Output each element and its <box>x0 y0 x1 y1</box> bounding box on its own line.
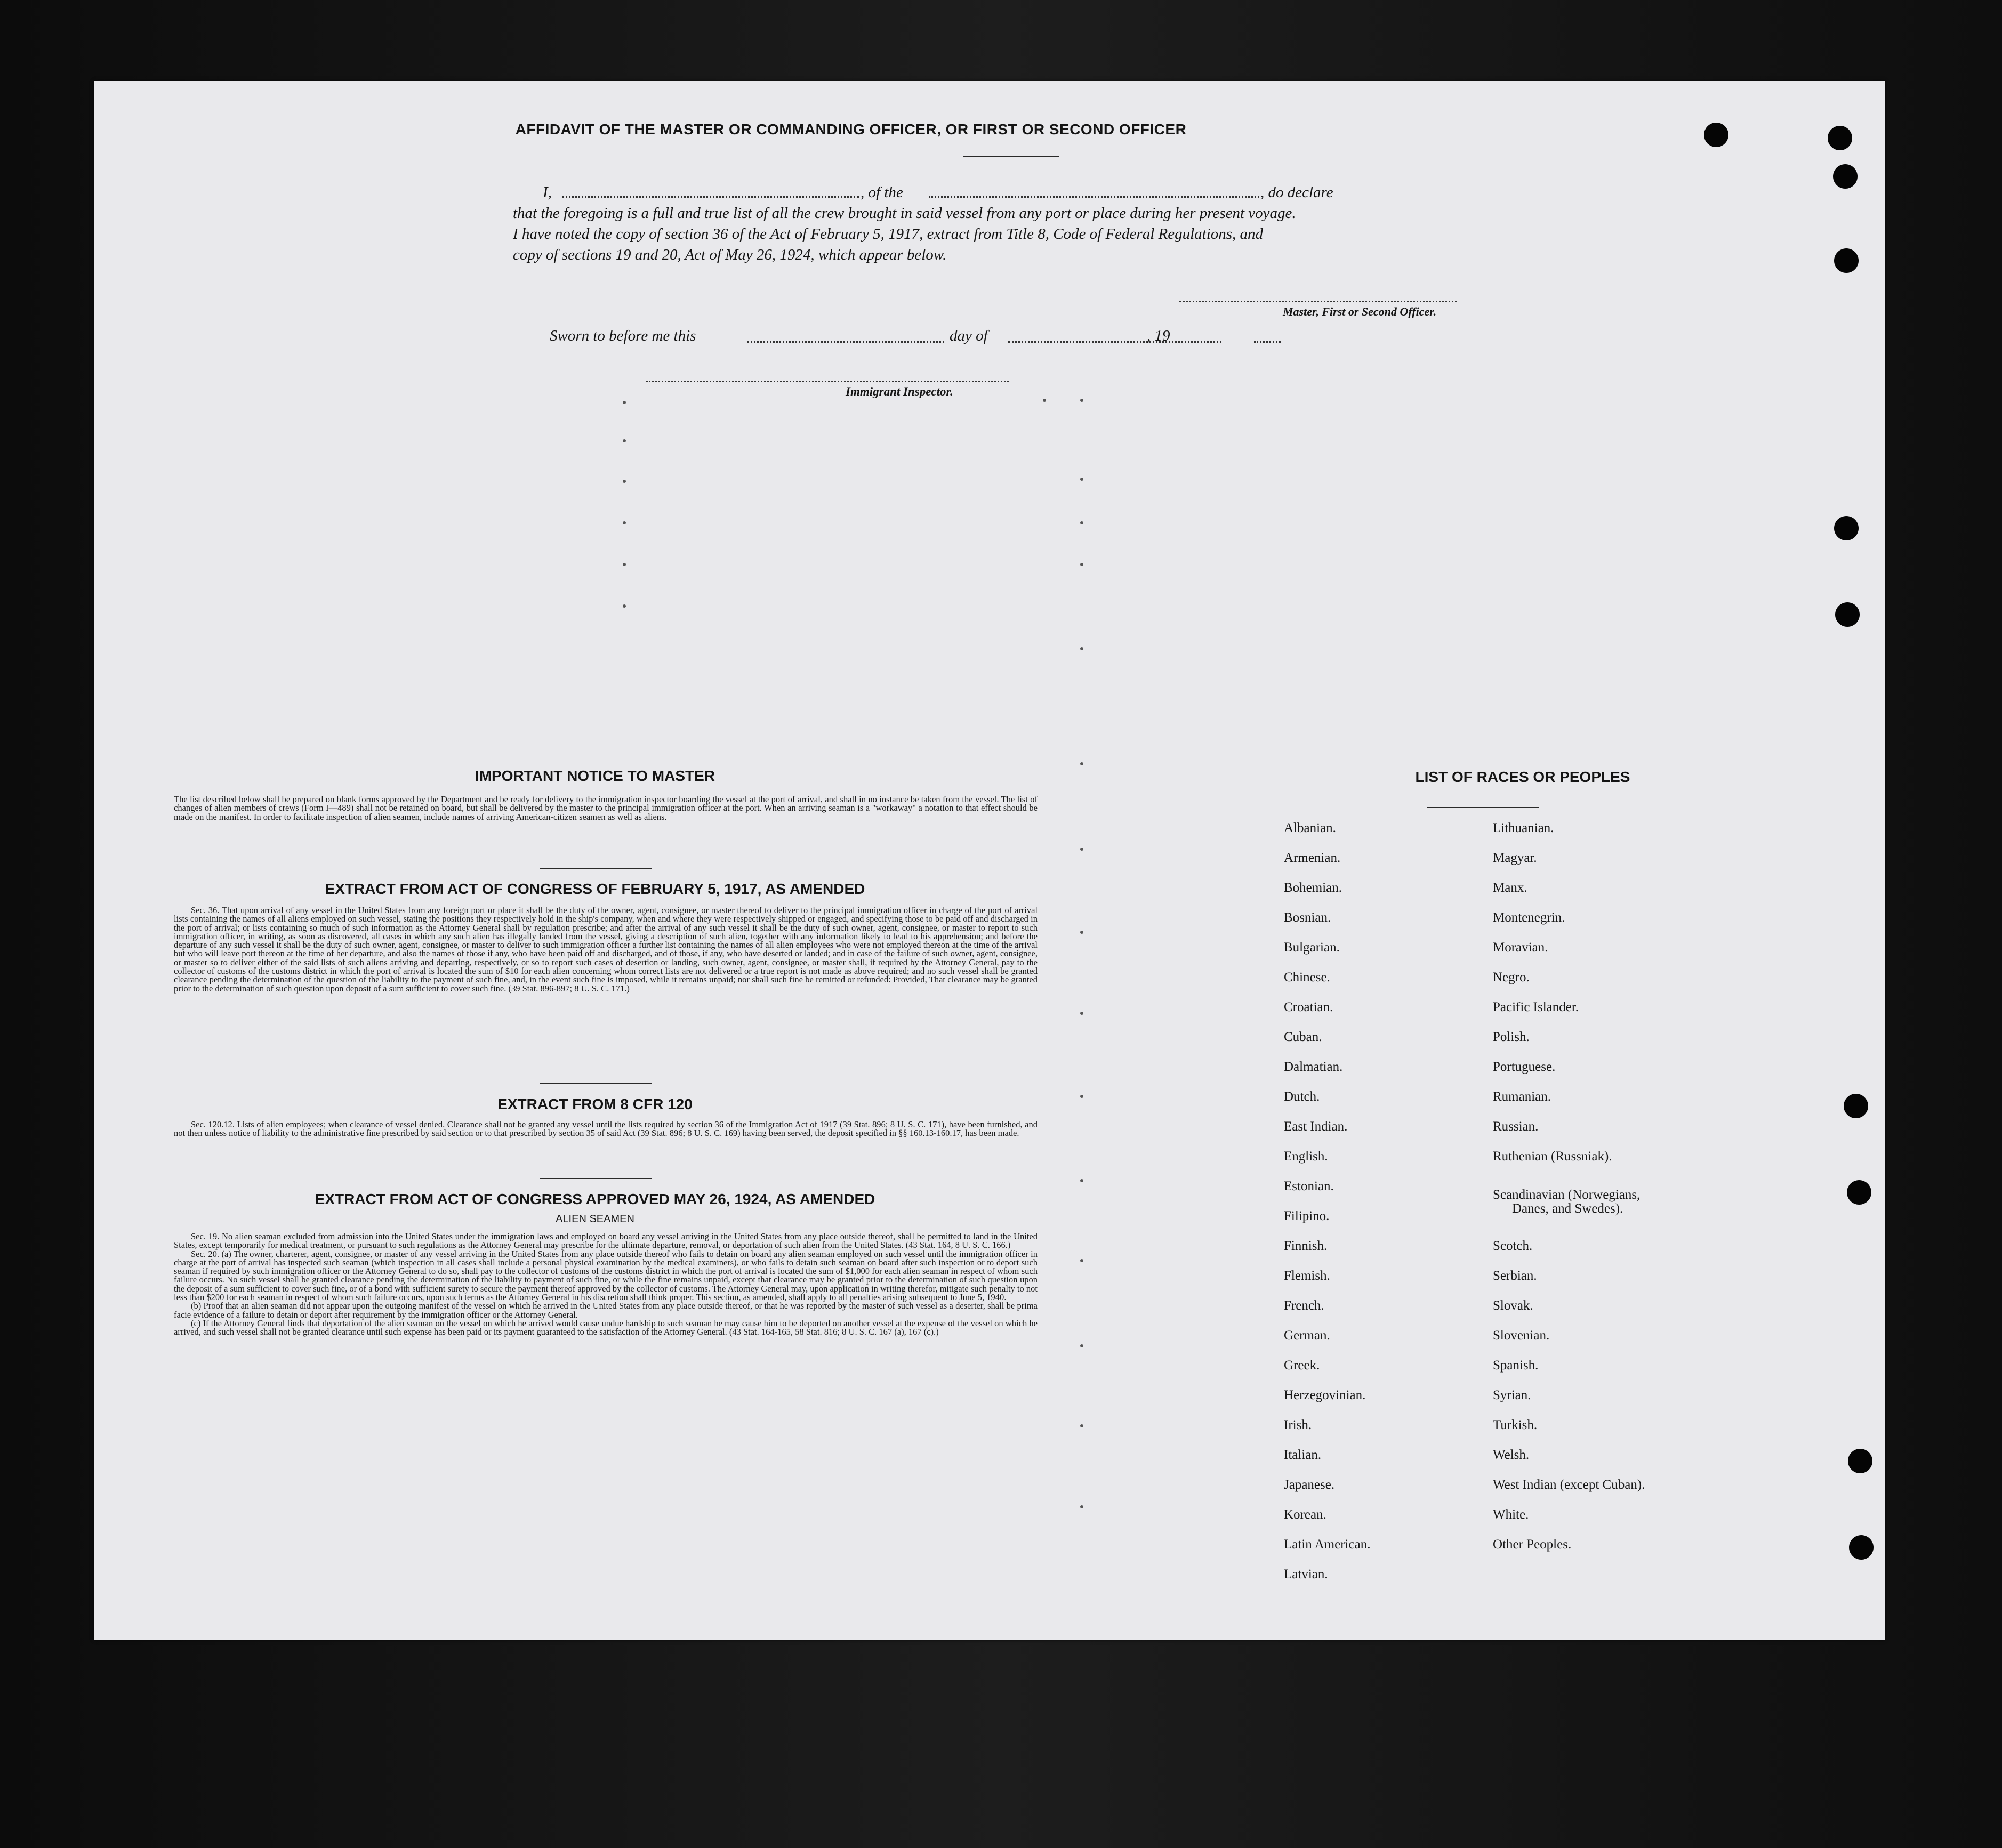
race-right-item: Pacific Islander. <box>1493 1000 1579 1014</box>
race-left-item: East Indian. <box>1284 1119 1348 1134</box>
show-through-mark <box>1080 1259 1083 1262</box>
affidavit-i-label: I, <box>543 184 552 201</box>
show-through-mark <box>1080 1179 1083 1182</box>
extract-1917-rule <box>540 1083 652 1084</box>
race-right-item: Manx. <box>1493 881 1527 895</box>
affidavit-title: AFFIDAVIT OF THE MASTER OR COMMANDING OFFICER, OR FIRST OR SECOND OFFICER <box>515 121 1187 138</box>
affidavit-line-2: that the foregoing is a full and true list of all the crew brought in said vessel from any port or place during her present voyage. <box>513 205 1296 222</box>
race-left-item: Latvian. <box>1284 1567 1328 1581</box>
race-left-item: Estonian. <box>1284 1179 1334 1193</box>
sec-120-12-text: Sec. 120.12. Lists of alien employees; when clearance of vessel denied. Clearance shall not be granted any vessel until the lists required by section 36 of the Immigration Act of 1917 (39 Stat. 896; 8 U. S. C. 171), have been furnished, and not then unless notice of liability to the administrative fine prescribed by said section or to that prescribed by section 35 of said Act (39 Stat. 896; 8 U. S. C. 169) having been served, the deposit specified in §§ 160.13-160.17, has been made. <box>174 1119 1038 1139</box>
race-left-item: Armenian. <box>1284 851 1341 865</box>
race-right-item: Welsh. <box>1493 1448 1530 1462</box>
sworn-line <box>550 327 1243 349</box>
extract-cfr-rule <box>540 1178 652 1179</box>
race-left-item: German. <box>1284 1328 1330 1343</box>
race-left-item: Korean. <box>1284 1507 1326 1522</box>
affidavit-title-rule <box>963 156 1059 157</box>
race-right-item: West Indian (except Cuban). <box>1493 1478 1645 1492</box>
race-right-item: Other Peoples. <box>1493 1537 1572 1552</box>
races-title: LIST OF RACES OR PEOPLES <box>1415 769 1630 785</box>
affidavit-vessel-blank <box>929 196 1259 198</box>
race-right-item: Moravian. <box>1493 940 1548 955</box>
show-through-mark <box>623 439 626 442</box>
show-through-mark <box>1080 762 1083 765</box>
race-left-item: Croatian. <box>1284 1000 1333 1014</box>
race-left-item: Dalmatian. <box>1284 1060 1343 1074</box>
sec-20a-text: Sec. 20. (a) The owner, charterer, agent, consignee, or master of any vessel arriving in the United States from any place outside thereof who fails to detain on board any alien seaman employed on such vessel until the immigration officer in charge at the port of arrival has inspected such seaman (which inspection in all cases shall include a personal physical examination by the medical examiners), or who fails to detain such seaman on board after such inspection or to deport such seaman if required by such immigration officer or the Attorney General to do so, shall pay to the collector of customs of the customs district in which the port of arrival is located the sum of $1,000 for each alien seaman in respect of whom such failure occurs. No such vessel shall be granted clearance pending the determination of the liability to payment of such fine, or while the fine remains unpaid, except that clearance may be granted prior to the determination of such question upon the deposit of a sum sufficient to cover such fine, or of a bond with sufficient surety to secure the payment thereof approved by the collector of customs. The Attorney General may, upon application in writing therefor, mitigate such penalty to not less than $200 for each seaman in respect of whom such failure occurs, upon such terms as the Attorney General in his discretion shall think proper. This section, as amended, shall apply to all penalties arising subsequent to June 5, 1940. <box>174 1248 1038 1303</box>
race-right-item: Negro. <box>1493 970 1530 984</box>
notice-body: The list described below shall be prepared on blank forms approved by the Department and be ready for delivery to the immigration inspector boarding the vessel at the port of arrival, and shall in no instance be taken from the vessel. The list of changes of alien members of crews (Form I—489) shall not be retained on board, but shall be delivered by the master to the principal immigration officer at the port. When an arriving seaman is a "workaway" a notation to that effect should be made on the manifest. In order to facilitate inspection of alien seamen, include names of arriving American-citizen seamen as well as aliens. <box>174 794 1038 822</box>
sworn-date-blank <box>747 341 944 343</box>
race-left-item: French. <box>1284 1298 1324 1313</box>
extract-1917-body <box>174 906 1038 993</box>
master-caption: Master, First or Second Officer. <box>1283 305 1437 318</box>
race-right-item: Scotch. <box>1493 1239 1533 1253</box>
race-left-item: Italian. <box>1284 1448 1322 1462</box>
races-title-rule <box>1427 807 1539 808</box>
race-left-item: Bohemian. <box>1284 881 1342 895</box>
race-left-item: Chinese. <box>1284 970 1330 984</box>
race-right-item: Montenegrin. <box>1493 910 1565 925</box>
race-right-item: Slovak. <box>1493 1298 1533 1313</box>
punch-hole <box>1704 123 1728 147</box>
race-left-item: Bosnian. <box>1284 910 1331 925</box>
extract-cfr-body <box>174 1120 1038 1138</box>
inspector-signature-line <box>646 381 1009 382</box>
race-left-item: Finnish. <box>1284 1239 1328 1253</box>
show-through-mark <box>1080 1344 1083 1347</box>
show-through-mark <box>1080 647 1083 650</box>
punch-hole <box>1834 248 1859 273</box>
show-through-mark <box>1080 931 1083 934</box>
race-left-item: Irish. <box>1284 1418 1312 1432</box>
show-through-mark <box>623 521 626 524</box>
sworn-year: , 19 <box>1147 327 1170 344</box>
extract-1924-body <box>174 1232 1038 1337</box>
affidavit-of-the-label: , of the <box>861 184 903 201</box>
race-left-item: Cuban. <box>1284 1030 1322 1044</box>
race-right-item: Magyar. <box>1493 851 1537 865</box>
show-through-mark <box>1080 1012 1083 1015</box>
race-left-item: English. <box>1284 1149 1328 1164</box>
race-left-item: Filipino. <box>1284 1209 1330 1223</box>
show-through-mark <box>1080 478 1083 481</box>
show-through-mark <box>1043 399 1046 402</box>
race-left-item: Greek. <box>1284 1358 1320 1373</box>
inspector-caption: Immigrant Inspector. <box>846 385 953 398</box>
punch-hole <box>1835 602 1860 627</box>
affidavit-name-blank <box>562 196 859 198</box>
sworn-year-blank <box>1254 341 1281 343</box>
race-right-item: Syrian. <box>1493 1388 1531 1402</box>
race-right-item: Ruthenian (Russniak). <box>1493 1149 1612 1164</box>
show-through-mark <box>1080 399 1083 402</box>
show-through-mark <box>623 480 626 483</box>
race-left-item: Dutch. <box>1284 1090 1320 1104</box>
race-right-item: Polish. <box>1493 1030 1530 1044</box>
race-right-item: Danes, and Swedes). <box>1512 1201 1623 1216</box>
show-through-mark <box>1080 848 1083 851</box>
punch-hole <box>1833 164 1858 189</box>
notice-rule <box>540 868 652 869</box>
affidavit-statement <box>513 182 1462 265</box>
punch-hole <box>1844 1094 1868 1118</box>
affidavit-line-3: I have noted the copy of section 36 of the Act of February 5, 1917, extract from Title 8, Code of Federal Regulations, and <box>513 225 1264 243</box>
punch-hole <box>1849 1535 1874 1560</box>
show-through-mark <box>1080 563 1083 566</box>
document-page <box>94 81 1885 1640</box>
show-through-mark <box>1080 1505 1083 1508</box>
race-left-item: Flemish. <box>1284 1269 1330 1283</box>
show-through-mark <box>1080 1424 1083 1427</box>
race-right-item: Russian. <box>1493 1119 1539 1134</box>
race-left-item: Bulgarian. <box>1284 940 1340 955</box>
race-left-item: Japanese. <box>1284 1478 1335 1492</box>
show-through-mark <box>623 401 626 404</box>
show-through-mark <box>1080 521 1083 524</box>
race-left-item: Herzegovinian. <box>1284 1388 1366 1402</box>
race-left-item: Latin American. <box>1284 1537 1371 1552</box>
race-right-item: Serbian. <box>1493 1269 1537 1283</box>
affidavit-line-4: copy of sections 19 and 20, Act of May 26, 1924, which appear below. <box>513 246 947 263</box>
show-through-mark <box>623 604 626 608</box>
sec-20c-text: (c) If the Attorney General finds that deportation of the alien seaman on the vessel on which he arrived would cause undue hardship to such seaman he may cause him to be deported on another vessel at the expense of the vessel on which he arrived, and such vessel shall not be granted clearance until such expense has been paid or its payment guaranteed to the satisfaction of the Attorney General. (43 Stat. 164-165, 58 Stat. 816; 8 U. S. C. 167 (a), 167 (c).) <box>174 1318 1038 1337</box>
race-right-item: Lithuanian. <box>1493 821 1554 835</box>
extract-1924-title: EXTRACT FROM ACT OF CONGRESS APPROVED MAY 26, 1924, AS AMENDED <box>315 1191 875 1207</box>
punch-hole <box>1828 126 1852 150</box>
punch-hole <box>1847 1180 1871 1205</box>
show-through-mark <box>1080 1095 1083 1098</box>
sworn-prefix: Sworn to before me this <box>550 327 696 344</box>
sec-20b-text: (b) Proof that an alien seaman did not appear upon the outgoing manifest of the vessel on which he arrived in the United States from any place outside thereof, or that he was reported by the master of such vessel as a deserter, shall be prima facie evidence of a failure to detain or deport after requirement by the immigration officer or the Attorney General. <box>174 1301 1038 1320</box>
alien-seamen-subtitle: ALIEN SEAMEN <box>556 1213 634 1225</box>
race-right-item: Rumanian. <box>1493 1090 1551 1104</box>
race-right-item: Spanish. <box>1493 1358 1539 1373</box>
race-right-item: Scandinavian (Norwegians, <box>1493 1188 1641 1202</box>
punch-hole <box>1834 516 1859 540</box>
race-left-item: Albanian. <box>1284 821 1336 835</box>
extract-cfr-title: EXTRACT FROM 8 CFR 120 <box>497 1096 693 1112</box>
master-signature-line <box>1179 301 1457 302</box>
extract-1917-title: EXTRACT FROM ACT OF CONGRESS OF FEBRUARY 5, 1917, AS AMENDED <box>325 881 865 897</box>
sec-36-text: Sec. 36. That upon arrival of any vessel in the United States from any foreign port or place it shall be the duty of the owner, agent, consignee, or master thereof to deliver to the principal immigration officer in charge of the port of arrival lists containing the names of all aliens employed on such vessel, stating the positions they respectively hold in the ship's company, when and where they were respectively shipped or engaged, and specifying those to be paid off and discharged in the port of arrival; or lists containing so much of such information as the Attorney General shall by regulation prescribe; and after the arrival of any such vessel it shall be the duty of such owner, agent, consignee, or master to report to such immigration officer, in writing, as soon as discovered, all cases in which any such alien has illegally landed from the vessel, giving a description of such alien, together with any information likely to lead to his apprehension; and before the departure of any such vessel it shall be the duty of such owner, agent, consignee, or master to deliver to such immigration officer a further list containing the names of all alien employees who were not employed thereon at the time of the arrival but who will leave port thereon at the time of her departure, and also the names of those if any, who have been paid off and discharged, and of those, if any, who have deserted or landed; and in case of the failure of such owner, agent, consignee, or master so to deliver either of the said lists of such aliens arriving and departing, respectively, or so to report such cases of desertion or landing, such owner, agent, consignee, or master shall, if required by the Attorney General, pay to the collector of customs of the customs district in which the port of arrival is located the sum of $10 for each alien concerning whom correct lists are not delivered or a true report is not made as above required; and no such vessel shall be granted clearance pending the determination of the question of the liability to the payment of such fine, and, in the event such fine is imposed, while it remains unpaid; nor shall such fine be remitted or refunded: Provided, That clearance may be granted prior to the determination of such question upon deposit of a sum sufficient to cover such fine. (39 Stat. 896-897; 8 U. S. C. 171.) <box>174 905 1038 994</box>
punch-hole <box>1848 1449 1872 1473</box>
notice-title: IMPORTANT NOTICE TO MASTER <box>475 768 715 784</box>
sworn-day-of: day of <box>950 327 988 344</box>
race-right-item: Portuguese. <box>1493 1060 1556 1074</box>
show-through-mark <box>623 563 626 566</box>
sworn-month-blank <box>1008 341 1221 343</box>
race-right-item: Turkish. <box>1493 1418 1538 1432</box>
affidavit-declare-label: , do declare <box>1260 184 1333 201</box>
race-right-item: White. <box>1493 1507 1529 1522</box>
race-right-item: Slovenian. <box>1493 1328 1550 1343</box>
sec-19-text: Sec. 19. No alien seaman excluded from admission into the United States under the immigration laws and employed on board any vessel arriving in the United States from any place outside thereof, shall be permitted to land in the United States, except temporarily for medical treatment, or pursuant to such regulations as the Attorney General may prescribe for the ultimate departure, removal, or deportation of such alien from the United States. (43 Stat. 164, 8 U. S. C. 166.) <box>174 1231 1038 1250</box>
